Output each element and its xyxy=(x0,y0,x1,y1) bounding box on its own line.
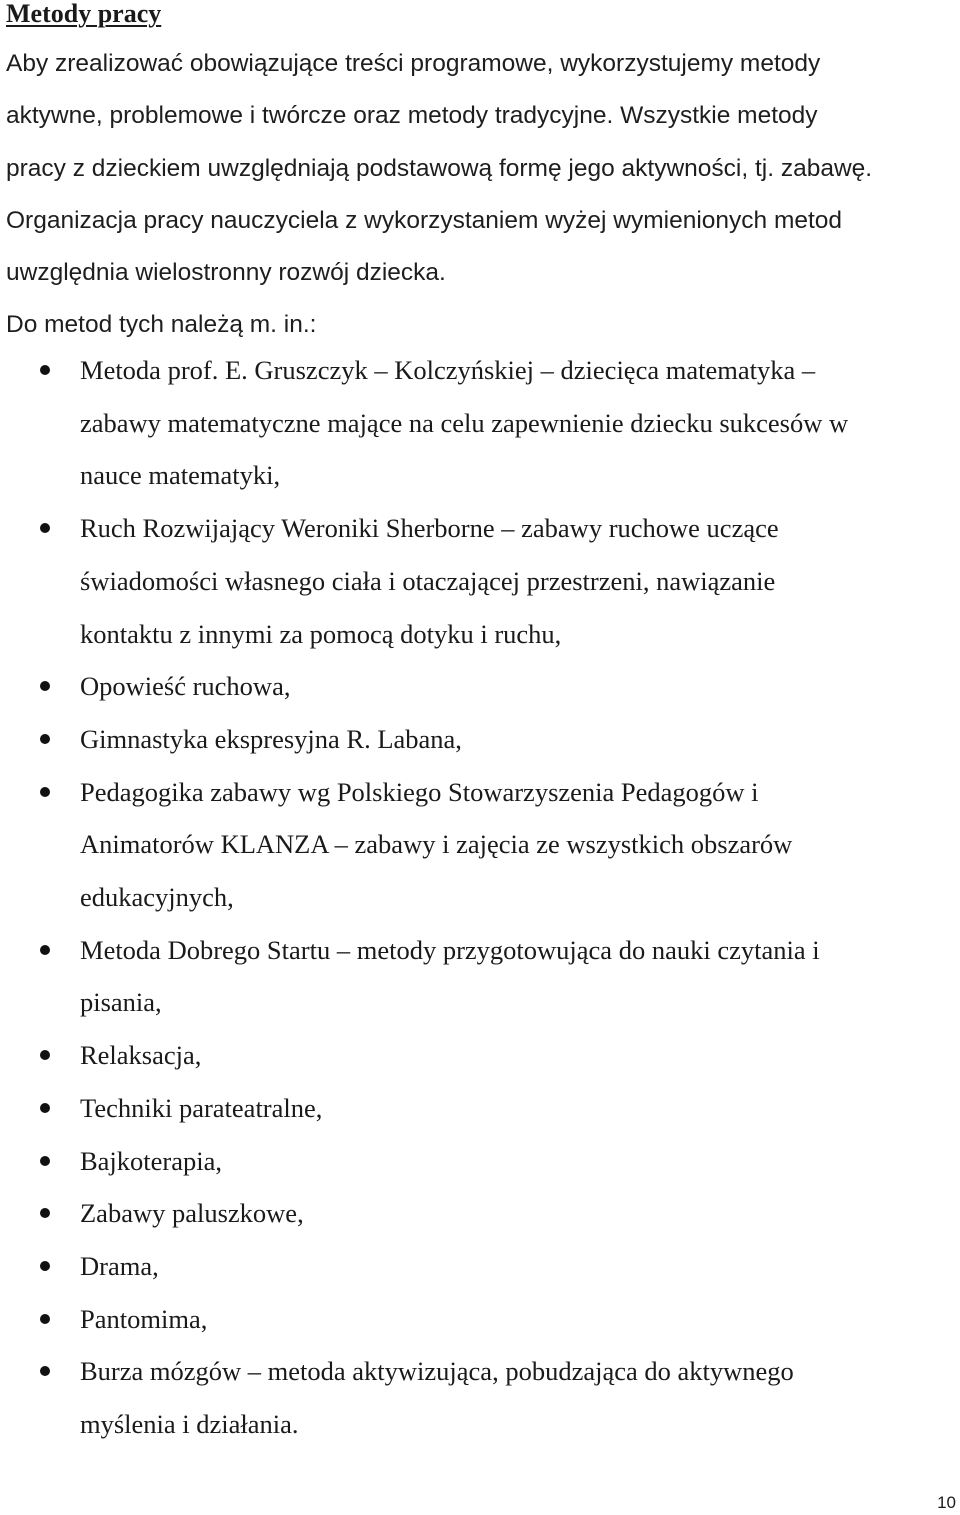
method-text-line: Drama, xyxy=(80,1250,159,1281)
bullet-icon xyxy=(40,1103,50,1113)
method-text-line: Bajkoterapia, xyxy=(80,1145,223,1176)
method-text-line: Pantomima, xyxy=(80,1303,208,1334)
intro-line: aktywne, problemowe i twórcze oraz metody tradycyjne. Wszystkie metody xyxy=(6,102,818,130)
methods-list xyxy=(0,344,960,1451)
method-list-item xyxy=(0,1187,960,1240)
bullet-icon xyxy=(40,523,50,533)
intro-line: Organizacja pracy nauczyciela z wykorzystaniem wyżej wymienionych metod xyxy=(6,206,843,234)
bullet-icon xyxy=(40,1261,50,1271)
bullet-icon xyxy=(40,734,50,744)
method-list-item xyxy=(0,1293,960,1346)
intro-line: pracy z dzieckiem uwzględniają podstawową formę jego aktywności, tj. zabawę. xyxy=(6,154,873,182)
method-text-line: Metoda prof. E. Gruszczyk – Kolczyńskiej – dziecięca matematyka – xyxy=(80,355,816,385)
method-text-line: Techniki parateatralne, xyxy=(80,1092,323,1123)
method-list-item xyxy=(0,344,960,502)
method-text-line: Opowieść ruchowa, xyxy=(80,671,291,702)
bullet-icon xyxy=(40,681,50,691)
method-text-line: świadomości własnego ciała i otaczającej przestrzeni, nawiązanie xyxy=(80,565,776,596)
method-text-line: Zabawy paluszkowe, xyxy=(80,1198,304,1229)
method-list-item xyxy=(0,660,960,713)
bullet-icon xyxy=(40,1314,50,1324)
intro-line: uwzględnia wielostronny rozwój dziecka. xyxy=(6,259,446,287)
bullet-icon xyxy=(40,1050,50,1060)
method-text-line: Pedagogika zabawy wg Polskiego Stowarzyszenia Pedagogów i xyxy=(80,776,759,807)
method-text-line: zabawy matematyczne mające na celu zapewnienie dziecku sukcesów w xyxy=(80,407,849,438)
intro-paragraph xyxy=(6,38,956,352)
bullet-icon xyxy=(40,787,50,797)
method-list-item xyxy=(0,713,960,766)
method-text-line: Gimnastyka ekspresyjna R. Labana, xyxy=(80,723,462,754)
intro-line: Do metod tych należą m. in.: xyxy=(6,311,317,339)
bullet-icon xyxy=(40,1208,50,1218)
method-list-item xyxy=(0,1135,960,1188)
method-list-item xyxy=(0,1240,960,1293)
intro-line: Aby zrealizować obowiązujące treści programowe, wykorzystujemy metody xyxy=(6,50,821,77)
bullet-icon xyxy=(40,1366,50,1376)
bullet-icon xyxy=(40,1156,50,1166)
method-text-line: nauce matematyki, xyxy=(80,460,281,491)
bullet-icon xyxy=(40,945,50,955)
method-text-line: edukacyjnych, xyxy=(80,882,234,913)
section-heading: Metody pracy xyxy=(6,0,162,28)
method-text-line: Metoda Dobrego Startu – metody przygotowująca do nauki czytania i xyxy=(80,934,820,965)
method-list-item xyxy=(0,924,960,1029)
method-text-line: Ruch Rozwijający Weroniki Sherborne – zabawy ruchowe uczące xyxy=(80,513,779,544)
method-list-item xyxy=(0,1082,960,1135)
method-text-line: Burza mózgów – metoda aktywizująca, pobudzająca do aktywnego xyxy=(80,1356,794,1387)
method-text-line: myślenia i działania. xyxy=(80,1409,299,1440)
bullet-icon xyxy=(40,365,50,375)
page-number: 10 xyxy=(937,1493,956,1512)
method-text-line: pisania, xyxy=(80,987,162,1018)
method-list-item xyxy=(0,502,960,660)
method-text-line: kontaktu z innymi za pomocą dotyku i ruchu, xyxy=(80,618,562,649)
method-text-line: Animatorów KLANZA – zabawy i zajęcia ze wszystkich obszarów xyxy=(80,829,793,860)
method-text-line: Relaksacja, xyxy=(80,1040,202,1071)
method-list-item xyxy=(0,1029,960,1082)
method-list-item xyxy=(0,1345,960,1450)
method-list-item xyxy=(0,766,960,924)
